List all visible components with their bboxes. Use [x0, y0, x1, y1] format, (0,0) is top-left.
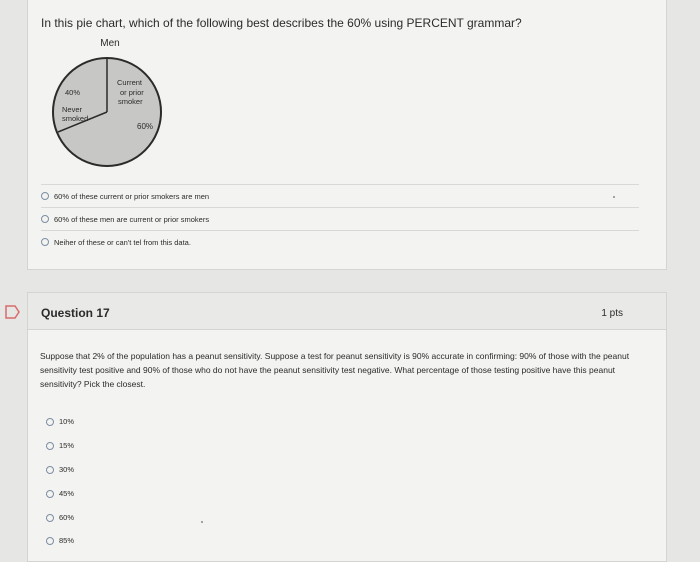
q16-option-2-label: 60% of these men are current or prior smokers: [54, 214, 210, 224]
q17-option-3-label: 30%: [59, 465, 75, 474]
q17-option-4[interactable]: [46, 489, 74, 498]
question-16-prompt: In this pie chart, which of the following best describes the 60% using PERCENT grammar?: [41, 16, 522, 30]
q17-option-2[interactable]: [46, 441, 74, 450]
q17-option-1[interactable]: [46, 417, 74, 426]
question-17-points: 1 pts: [601, 308, 623, 319]
q16-option-2[interactable]: [41, 207, 639, 230]
pie-label-never-line2: smoked: [62, 114, 89, 123]
question-17-card: [27, 292, 667, 562]
radio-button[interactable]: [46, 514, 54, 522]
q17-option-1-label: 10%: [59, 417, 75, 426]
q17-option-6[interactable]: [46, 536, 74, 545]
radio-button[interactable]: [41, 215, 49, 223]
q17-option-4-label: 45%: [59, 489, 75, 498]
q17-option-6-label: 85%: [59, 536, 75, 545]
q17-option-5-label: 60%: [59, 513, 75, 522]
pie-chart: [50, 36, 170, 186]
radio-button[interactable]: [46, 537, 54, 545]
pie-label-current-line1: Current: [117, 78, 143, 87]
pie-label-never-percent: 40%: [65, 88, 81, 97]
radio-button[interactable]: [46, 490, 54, 498]
radio-button[interactable]: [41, 238, 49, 246]
stray-dot: [201, 521, 203, 523]
pie-label-current-line3: smoker: [118, 97, 143, 106]
radio-button[interactable]: [46, 466, 54, 474]
q16-option-3-label: Neiher of these or can't tel from this data.: [54, 237, 191, 247]
q17-option-5[interactable]: [46, 513, 74, 522]
stray-dot: [613, 196, 615, 198]
pie-label-current-percent: 60%: [137, 122, 154, 131]
pie-label-current-line2: or prior: [120, 88, 144, 97]
pie-chart-title: Men: [100, 38, 120, 49]
radio-button[interactable]: [46, 418, 54, 426]
radio-button[interactable]: [46, 442, 54, 450]
radio-button[interactable]: [41, 192, 49, 200]
q16-option-1[interactable]: [41, 184, 639, 207]
flag-icon[interactable]: [5, 305, 20, 319]
q16-option-3[interactable]: [41, 230, 639, 253]
question-16-card: [27, 0, 667, 270]
question-17-body: Suppose that 2% of the population has a peanut sensitivity. Suppose a test for peanut sensitivity is 90% accurate in confirming: 90% of those with the peanut sensitivity test positive and 90% of those who do not have the peanut sensitivity test negative. What percentage of those testing positive have this peanut sensitivity? Pick the closest.: [40, 351, 630, 389]
question-17-header: [28, 293, 666, 330]
q17-option-2-label: 15%: [59, 441, 75, 450]
q17-option-3[interactable]: [46, 465, 74, 474]
pie-label-never-line1: Never: [62, 105, 83, 114]
question-17-title: Question 17: [41, 306, 110, 320]
q16-option-1-label: 60% of these current or prior smokers are men: [54, 191, 210, 201]
